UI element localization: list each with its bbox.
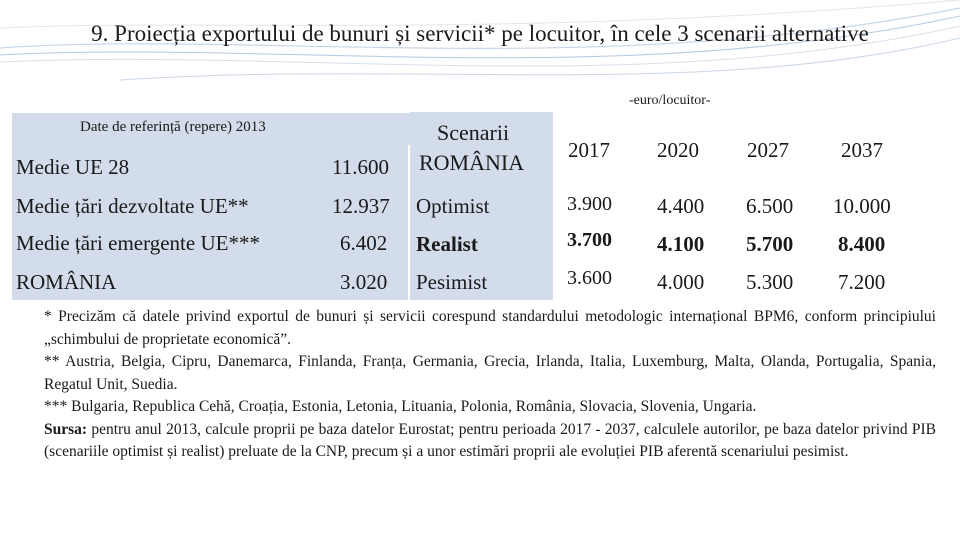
source-text: pentru anul 2013, calcule proprii pe baza datelor Eurostat; pentru perioada 2017 - 2037, calculele autorilor, pe baza datelor privind PIB (scenariile optimist și realist) preluate de la CNP, precum și a unor estimări proprii ale evoluției PIB aferentă scenariului pesimist. xyxy=(44,420,936,460)
scenario-value: 5.300 xyxy=(746,270,794,294)
reference-value-developed: 12.937 xyxy=(332,194,390,218)
scenario-value: 3.700 xyxy=(567,229,612,251)
footnote-bpm6: * Precizăm că datele privind exportul de bunuri și servicii corespund standardului metodologic internațional BPM6, conform principiului „schimbului de proprietate economică”. xyxy=(44,308,936,348)
reference-value-romania: 3.020 xyxy=(340,270,388,294)
footnote-developed: ** Austria, Belgia, Cipru, Danemarca, Finlanda, Franța, Germania, Grecia, Irlanda, Italia, Luxemburg, Malta, Olanda, Portugalia, Spania, Regatul Unit, Suedia. xyxy=(44,353,936,393)
scenario-value: 5.700 xyxy=(746,232,794,256)
scenario-value: 10.000 xyxy=(833,194,891,218)
scenario-value: 4.000 xyxy=(657,270,705,294)
scenario-value: 8.400 xyxy=(838,232,886,256)
scenario-name-pesimist: Pesimist xyxy=(416,270,488,294)
scenario-name-optimist: Optimist xyxy=(416,194,490,218)
year-header: 2037 xyxy=(841,138,883,162)
scenario-value: 3.900 xyxy=(567,193,612,215)
scenario-value: 7.200 xyxy=(838,270,886,294)
scenario-name-realist: Realist xyxy=(416,232,478,256)
reference-header: Date de referință (repere) 2013 xyxy=(80,119,266,135)
unit-label: -euro/locuitor- xyxy=(629,93,711,108)
reference-label-romania: ROMÂNIA xyxy=(16,270,117,294)
year-header: 2020 xyxy=(657,138,699,162)
scenario-value: 4.100 xyxy=(657,232,705,256)
decorative-lines xyxy=(0,0,960,110)
scenario-value: 4.400 xyxy=(657,194,705,218)
scenario-header-line1: Scenarii xyxy=(437,120,510,145)
reference-label-emerging: Medie țări emergente UE*** xyxy=(16,231,260,255)
reference-value-eu28: 11.600 xyxy=(332,155,389,179)
page-title: 9. Proiecția exportului de bunuri și servicii* pe locuitor, în cele 3 scenarii alternative xyxy=(91,21,869,46)
source-label: Sursa: xyxy=(44,420,88,438)
reference-label-eu28: Medie UE 28 xyxy=(16,155,130,179)
scenario-value: 6.500 xyxy=(746,194,794,218)
source-note xyxy=(44,419,936,464)
year-header: 2017 xyxy=(568,138,610,162)
scenario-header-line2: ROMÂNIA xyxy=(419,150,525,175)
reference-label-developed: Medie țări dezvoltate UE** xyxy=(16,194,249,218)
reference-value-emerging: 6.402 xyxy=(340,231,388,255)
year-header: 2027 xyxy=(747,138,789,162)
footnote-emerging: *** Bulgaria, Republica Cehă, Croația, Estonia, Letonia, Lituania, Polonia, România, Slovacia, Slovenia, Ungaria. xyxy=(44,398,757,415)
footnotes xyxy=(44,306,936,464)
scenario-value: 3.600 xyxy=(567,267,612,289)
